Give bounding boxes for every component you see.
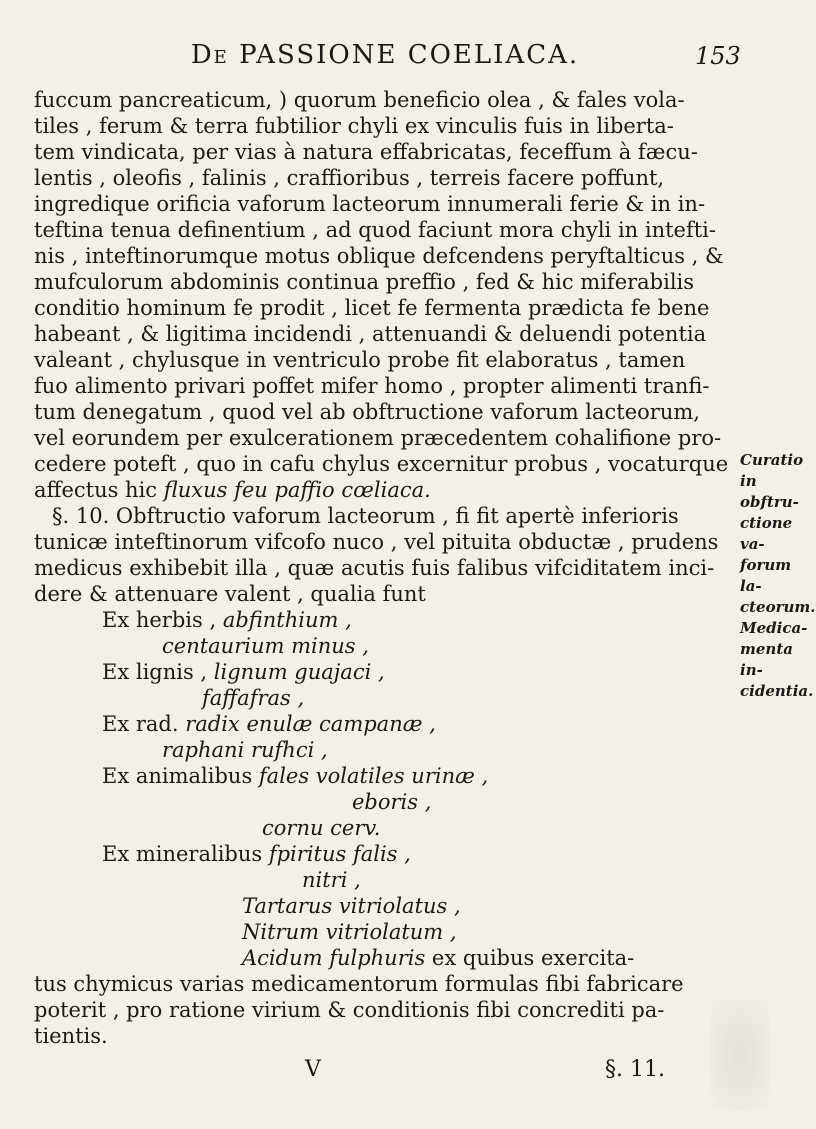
text-line: mufculorum abdominis continua preffio , fed & hic miferabilis bbox=[34, 270, 695, 294]
italic-term: fluxus feu paffio cœliaca. bbox=[163, 478, 431, 502]
text-line: nis , inteftinorumque motus oblique defcendens peryftalticus , & bbox=[34, 244, 724, 268]
catchword: §. 11. bbox=[605, 1057, 665, 1082]
margin-notes bbox=[740, 450, 816, 702]
running-header bbox=[0, 40, 800, 80]
remedy-line: faffafras , bbox=[202, 686, 305, 710]
text-line: fuo alimento privari poffet mifer homo , propter alimenti tranfi- bbox=[34, 374, 710, 398]
page-footer bbox=[0, 1057, 800, 1087]
text-line: lentis , oleofis , falinis , craffioribus , terreis facere poffunt, bbox=[34, 166, 665, 190]
remedy-line: Nitrum vitriolatum , bbox=[242, 920, 457, 944]
page-number: 153 bbox=[695, 42, 741, 70]
margin-note: Curatio bbox=[740, 451, 804, 469]
remedy-line bbox=[34, 763, 756, 789]
remedy-item: fales volatiles urinæ , bbox=[258, 764, 489, 788]
remedy-line bbox=[34, 659, 756, 685]
text-line: ingredique orificia vaforum lacteorum innumerali ferie & in in- bbox=[34, 192, 706, 216]
remedy-item: fpiritus falis , bbox=[268, 842, 411, 866]
remedy-label: Ex lignis , bbox=[102, 660, 214, 684]
remedy-item: abfinthium , bbox=[222, 608, 352, 632]
closing-line: tientis. bbox=[34, 1024, 108, 1048]
remedy-line: Tartarus vitriolatus , bbox=[242, 894, 461, 918]
remedy-label: Ex animalibus bbox=[102, 764, 259, 788]
remedy-line: nitri , bbox=[302, 868, 361, 892]
paper-stain bbox=[710, 1000, 770, 1110]
margin-note: cteorum. bbox=[740, 598, 816, 616]
margin-note: in obftru- bbox=[740, 472, 799, 511]
remedy-item: radix enulæ campanæ , bbox=[185, 712, 436, 736]
remedy-line: cornu cerv. bbox=[262, 816, 381, 840]
running-title: De PASSIONE COELIACA. bbox=[190, 40, 580, 70]
closing-line: poterit , pro ratione virium & conditionis fibi concrediti pa- bbox=[34, 998, 665, 1022]
margin-note: Medica- bbox=[740, 619, 808, 637]
signature-mark: V bbox=[305, 1057, 321, 1082]
text-line: teftina tenua definentium , ad quod faciunt mora chyli in intefti- bbox=[34, 218, 716, 242]
remedy-label: Ex herbis , bbox=[102, 608, 223, 632]
text-line: conditio hominum fe prodit , licet fe fermenta prædicta fe bene bbox=[34, 296, 710, 320]
paragraph-line: medicus exhibebit illa , quæ acutis fuis falibus vifciditatem inci- bbox=[34, 556, 715, 580]
margin-note: menta in- bbox=[740, 640, 793, 679]
remedy-item: lignum guajaci , bbox=[213, 660, 385, 684]
paragraph-line: tunicæ inteftinorum vifcofo nuco , vel pituita obductæ , prudens bbox=[34, 530, 719, 554]
text-line: tem vindicata, per vias à natura effabricatas, feceffum à fæcu- bbox=[34, 140, 698, 164]
remedy-line: centaurium minus , bbox=[162, 634, 369, 658]
remedy-line: raphani rufhci , bbox=[162, 738, 328, 762]
paragraph-line: §. 10. Obftructio vaforum lacteorum , fi fit apertè inferioris bbox=[52, 504, 679, 528]
remedy-item: Acidum fulphuris bbox=[242, 946, 426, 970]
margin-note: ctione va- bbox=[740, 514, 793, 553]
remedy-line: eboris , bbox=[352, 790, 432, 814]
text-line: cedere poteft , quo in cafu chylus excernitur probus , vocaturque bbox=[34, 452, 729, 476]
margin-note: cidentia. bbox=[740, 682, 814, 700]
remedy-line bbox=[34, 711, 756, 737]
text-line: fuccum pancreaticum, ) quorum beneficio olea , & fales vola- bbox=[34, 88, 685, 112]
text-span: affectus hic bbox=[34, 478, 164, 502]
main-text bbox=[34, 87, 756, 1049]
text-line: tiles , ferum & terra fubtilior chyli ex vinculis fuis in liberta- bbox=[34, 114, 674, 138]
text-line: tum denegatum , quod vel ab obftructione vaforum lacteorum, bbox=[34, 400, 700, 424]
remedy-line bbox=[34, 945, 756, 971]
text-line: vel eorundem per exulcerationem præcedentem cohalifione pro- bbox=[34, 426, 722, 450]
text-span: ex quibus exercita- bbox=[425, 946, 635, 970]
remedy-label: Ex mineralibus bbox=[102, 842, 269, 866]
remedy-line bbox=[34, 841, 756, 867]
text-line bbox=[34, 477, 756, 503]
paragraph-line: dere & attenuare valent , qualia funt bbox=[34, 582, 426, 606]
remedy-line bbox=[34, 607, 756, 633]
closing-line: tus chymicus varias medicamentorum formulas fibi fabricare bbox=[34, 972, 684, 996]
remedy-label: Ex rad. bbox=[102, 712, 186, 736]
text-line: habeant , & ligitima incidendi , attenuandi & deluendi potentia bbox=[34, 322, 707, 346]
text-line: valeant , chylusque in ventriculo probe fit elaboratus , tamen bbox=[34, 348, 686, 372]
margin-note: forum la- bbox=[740, 556, 792, 595]
